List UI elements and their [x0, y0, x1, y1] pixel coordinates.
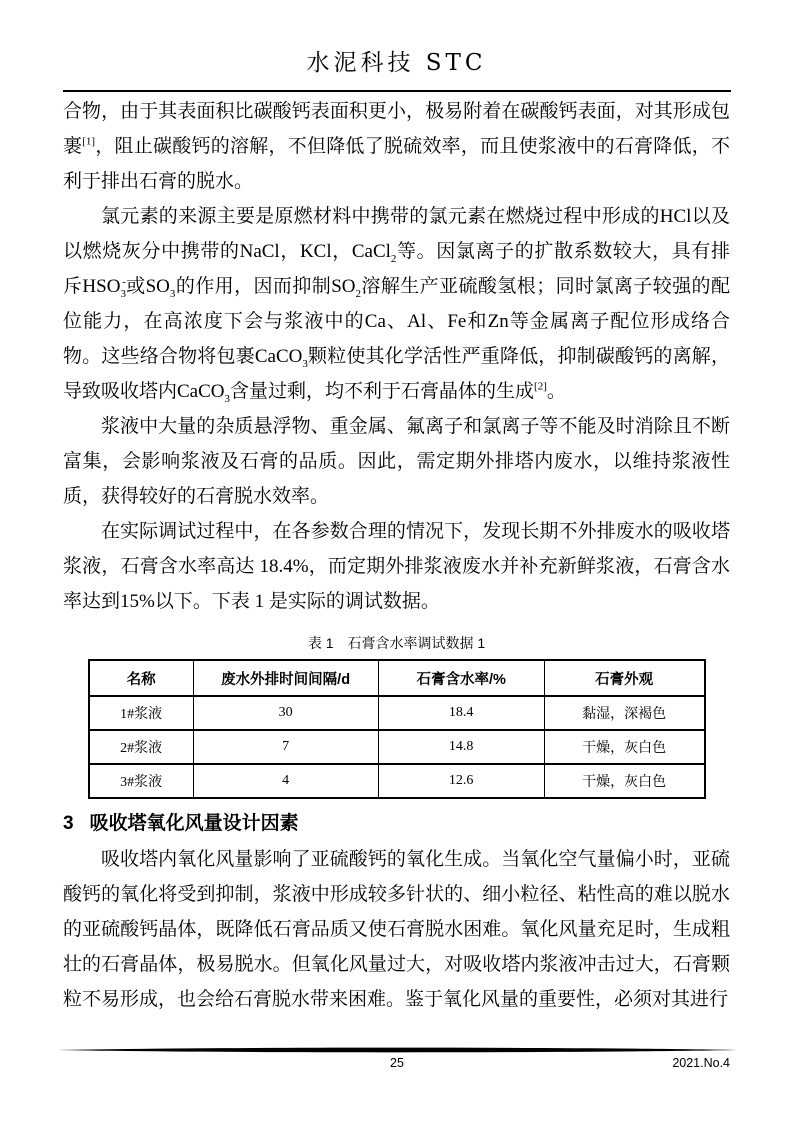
table-cell: 1#浆液 [89, 696, 194, 730]
table-cell: 7 [193, 730, 378, 764]
superscript: [1] [82, 135, 96, 148]
text-run: 溶解生产亚硫酸氢根；同时氯离子较强的配位能力，在高浓度下会与浆液中的Ca、Al、Fe和Zn等金属离子配位形成络合物。这些络合物将包裹CaCO [63, 276, 730, 367]
table-row [89, 730, 705, 764]
subscript: 3 [224, 392, 231, 405]
subscript: 3 [169, 287, 176, 300]
table-caption: 表 1 石膏含水率调试数据 1 [307, 635, 486, 651]
paragraph [63, 842, 730, 1017]
footer-rule [57, 1046, 737, 1054]
table-cell: 12.6 [378, 764, 544, 798]
table-cell: 4 [193, 764, 378, 798]
subscript: 3 [120, 287, 126, 300]
text-run: 。 [546, 381, 566, 402]
section-heading [63, 810, 730, 838]
subscript: 2 [390, 252, 397, 265]
table-cell: 18.4 [378, 696, 544, 730]
data-table [88, 659, 706, 799]
table-row [89, 696, 705, 730]
superscript: [2] [534, 380, 547, 393]
table-header-cell: 石膏含水率/% [378, 660, 544, 696]
text-run: 颗粒使其化学活性严重降低，抑制碳酸钙的离解，导致吸收塔内CaCO [63, 346, 730, 402]
table-cell: 黏湿，深褐色 [544, 696, 704, 730]
table-cell: 30 [193, 696, 378, 730]
text-run: 含量过剩，均不利于石膏晶体的生成 [230, 381, 535, 402]
text-run: 合物，由于其表面积比碳酸钙表面积更小，极易附着在碳酸钙表面，对其形成包裹 [63, 101, 730, 157]
table-cell: 14.8 [378, 730, 544, 764]
table-header-cell: 石膏外观 [544, 660, 704, 696]
text-run: ，阻止碳酸钙的溶解，不但降低了脱硫效率，而且使浆液中的石膏降低，不利于排出石膏的脱水。 [63, 136, 730, 192]
table-row [89, 764, 705, 798]
footer [57, 1046, 737, 1072]
section-title: 吸收塔氧化风量设计因素 [89, 813, 299, 834]
table-header-row [89, 660, 705, 696]
journal-title: 水泥科技 STC [306, 50, 487, 76]
superscript: - [122, 275, 126, 288]
paragraph [63, 199, 730, 409]
paragraph [63, 409, 730, 514]
subscript: 2 [355, 287, 361, 300]
text-run: 氯元素的来源主要是原燃材料中携带的氯元素在燃烧过程中形成的HCl以及以燃烧灰分中携带的NaCl，KCl，CaCl [63, 206, 730, 262]
text-run: 的作用，因而抑制SO [175, 276, 356, 297]
table-cell: 干燥，灰白色 [544, 730, 704, 764]
table-header-cell: 废水外排时间间隔/d [193, 660, 378, 696]
footer-text [57, 1056, 737, 1072]
text-run: 或SO [125, 276, 170, 297]
text-run: 在实际调试过程中，在各参数合理的情况下，发现长期不外排废水的吸收塔浆液，石膏含水率高达 18.4%，而定期外排浆液废水并补充新鲜浆液，石膏含水率达到15%以下。下表 1 是实际的调试数据。 [63, 521, 730, 612]
content-column [63, 94, 730, 1017]
header-rule [63, 90, 731, 92]
body-paragraphs [63, 94, 730, 619]
text-run: 等。因氯离子的扩散系数较大，具有排斥HSO [63, 241, 730, 297]
text-run: 浆液中大量的杂质悬浮物、重金属、氟离子和氯离子等不能及时消除且不断富集，会影响浆液及石膏的品质。因此，需定期外排塔内废水，以维持浆液性质，获得较好的石膏脱水效率。 [63, 416, 730, 507]
text-run: 吸收塔内氧化风量影响了亚硫酸钙的氧化生成。当氧化空气量偏小时，亚硫酸钙的氧化将受到抑制，浆液中形成较多针状的、细小粒径、粘性高的难以脱水的亚硫酸钙晶体，既降低石膏品质又使石膏脱水困难。氧化风量充足时，生成粗壮的石膏晶体，极易脱水。但氧化风量过大，对吸收塔内浆液冲击过大，石膏颗粒不易形成，也会给石膏脱水带来困难。鉴于氧化风量的重要性，必须对其进行 [63, 849, 730, 1010]
table-cell: 干燥，灰白色 [544, 764, 704, 798]
section-number: 3 [63, 813, 74, 834]
paragraph [63, 514, 730, 619]
table-cell: 2#浆液 [89, 730, 194, 764]
issue-label: 2021.No.4 [672, 1056, 730, 1070]
page-number: 25 [390, 1056, 404, 1070]
table-cell: 3#浆液 [89, 764, 194, 798]
table-header-cell: 名称 [89, 660, 194, 696]
subscript: 3 [302, 357, 308, 370]
paragraph [63, 94, 730, 199]
section-paragraphs [63, 842, 730, 1017]
